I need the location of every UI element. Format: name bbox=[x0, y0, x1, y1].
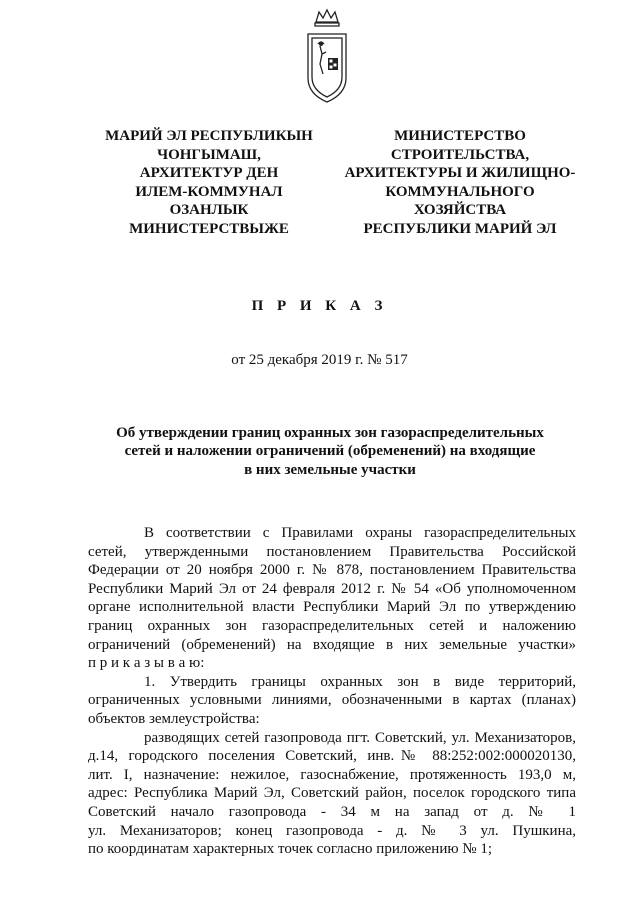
body-line: д.14, городского поселения Советский, инв.№ 88:252:002:000020130, bbox=[88, 748, 576, 765]
right-org-line: СТРОИТЕЛЬСТВА, bbox=[390, 146, 530, 163]
document-subject bbox=[60, 424, 600, 479]
right-org-line: ХОЗЯЙСТВА bbox=[413, 202, 507, 219]
right-org-line: АРХИТЕКТУРЫ И ЖИЛИЩНО- bbox=[344, 165, 576, 182]
right-organization-name bbox=[330, 127, 590, 239]
body-line: В соответствии с Правилами охраны газораспределительных bbox=[144, 525, 576, 541]
left-organization-name bbox=[98, 127, 320, 239]
document-type-title: П Р И К А З bbox=[251, 298, 388, 314]
document-date-number: от 25 декабря 2019 г. № 517 bbox=[231, 352, 408, 368]
body-line: Советский начало газопровода - 34 м на запад от д. № 1 bbox=[88, 803, 576, 820]
body-line: 1. Утвердить границы охранных зон в виде территорий, bbox=[144, 673, 576, 690]
body-line: ограниченных условными линиями, обозначенными в картах (планах) bbox=[88, 692, 576, 709]
right-org-line: МИНИСТЕРСТВО bbox=[394, 128, 526, 144]
subject-line: в них земельные участки bbox=[244, 461, 416, 478]
left-org-line: МАРИЙ ЭЛ РЕСПУБЛИКЫН bbox=[105, 128, 313, 144]
subject-line: сетей и наложении ограничений (обременений) на входящие bbox=[124, 443, 536, 460]
left-org-line: МИНИСТЕРСТВЫЖЕ bbox=[129, 220, 289, 237]
coat-of-arms-icon bbox=[302, 8, 352, 104]
body-line: ул. Механизаторов; конец газопровода - д. № 3 ул. Пушкина, bbox=[88, 822, 576, 839]
body-line: сетей, утвержденными постановлением Правительства Российской bbox=[88, 543, 576, 560]
left-org-line: ИЛЕМ-КОММУНАЛ bbox=[135, 183, 283, 200]
subject-line: Об утверждении границ охранных зон газораспределительных bbox=[116, 425, 544, 441]
body-line: объектов землеустройства: bbox=[88, 710, 260, 727]
body-line: ограничений (обременений) на входящие в них земельные участки» bbox=[88, 636, 576, 653]
right-org-line: КОММУНАЛЬНОГО bbox=[385, 183, 535, 200]
body-line: адрес: Республика Марий Эл, Советский район, поселок городского типа bbox=[88, 785, 576, 802]
body-line: органе исполнительной власти Республики Марий Эл по утверждению bbox=[88, 599, 576, 616]
left-org-line: АРХИТЕКТУР ДЕН bbox=[139, 165, 279, 182]
left-org-line: ОЗАНЛЫК bbox=[169, 202, 249, 219]
left-org-line: ЧОНГЫМАШ, bbox=[157, 146, 261, 163]
body-line: п р и к а з ы в а ю: bbox=[88, 655, 205, 672]
body-line: по координатам характерных точек согласно приложению № 1; bbox=[88, 841, 493, 858]
right-org-line: РЕСПУБЛИКИ МАРИЙ ЭЛ bbox=[363, 220, 557, 237]
document-body bbox=[88, 524, 576, 859]
body-line: Федерации от 20 ноября 2000 г. № 878, постановлением Правительства bbox=[88, 562, 576, 579]
body-line: границ охранных зон газораспределительных сетей и наложению bbox=[88, 617, 576, 634]
body-line: разводящих сетей газопровода пгт. Советский, ул. Механизаторов, bbox=[144, 729, 576, 746]
body-line: Республики Марий Эл от 24 февраля 2012 г. № 54 «Об уполномоченном bbox=[88, 580, 576, 597]
body-line: лит. I, назначение: нежилое, газоснабжение, протяженность 193,0 м, bbox=[88, 766, 576, 783]
